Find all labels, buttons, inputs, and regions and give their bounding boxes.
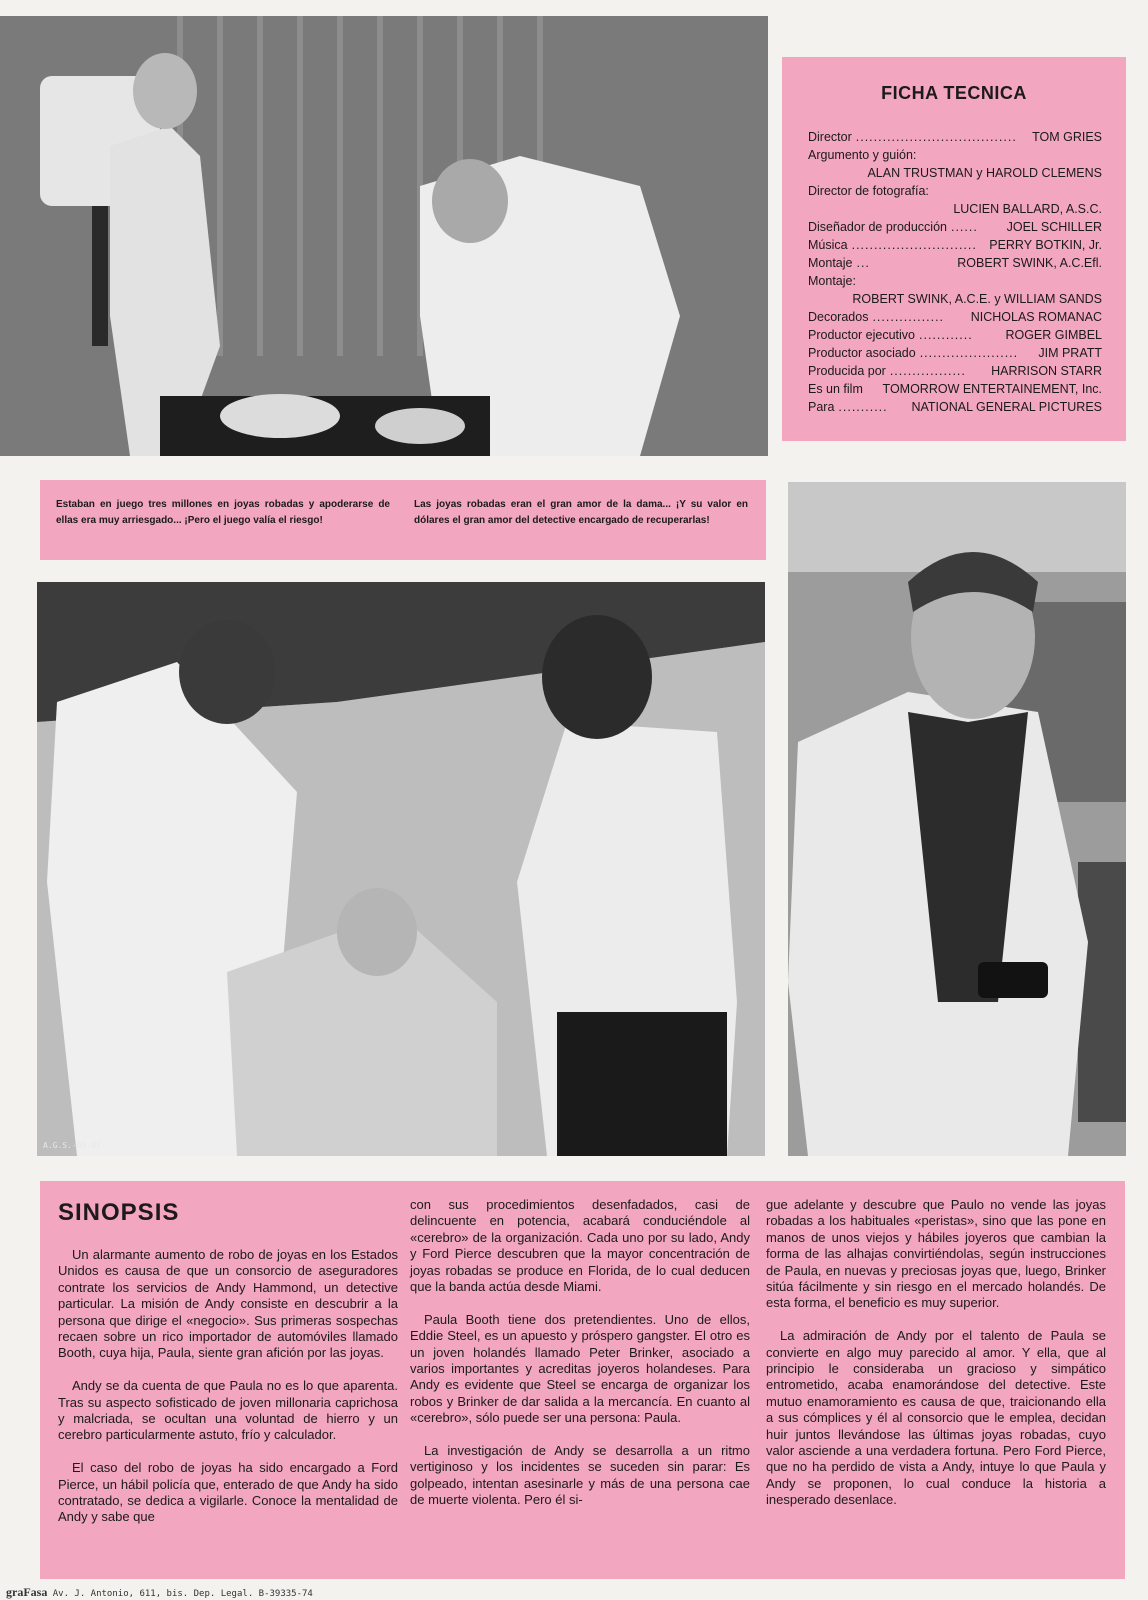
technical-sheet-label: Director de fotografía: (808, 184, 929, 198)
technical-sheet-row (808, 398, 1102, 416)
technical-sheet-label: Para (808, 400, 835, 414)
printer-legal-text: Av. J. Antonio, 611, bis. Dep. Legal. B-39335-74 (52, 1589, 313, 1599)
photo-confrontation-with-gun (0, 16, 768, 456)
caption-left: Estaban en juego tres millones en joyas robadas y apoderarse de ellas era muy arriesgado... ¡Pero el juego valía el riesgo! (56, 499, 390, 526)
technical-sheet-label: Productor asociado (808, 346, 916, 360)
leader-dots (863, 380, 883, 398)
technical-sheet-label: Decorados (808, 310, 869, 324)
photo-marking: A.G.S.-09-07 (43, 1141, 101, 1150)
technical-sheet-label: Música (808, 238, 848, 252)
technical-sheet-row (808, 128, 1102, 146)
technical-sheet-row (808, 344, 1102, 362)
synopsis-paragraph: con sus procedimientos desenfadados, casi de delincuente en potencia, acabará conduciéndole al «cerebro» de la organización. Cada uno por su lado, Andy y Ford Pierce descubren que la mayor concentración de joyas robadas se produce en Florida, de lo cual deducen que la banda actúa desde Miami. (410, 1197, 750, 1295)
synopsis-column-2 (410, 1197, 750, 1525)
technical-sheet-row (808, 164, 1102, 182)
technical-sheet-value: TOM GRIES (1032, 130, 1102, 144)
technical-sheet-label: Director (808, 130, 852, 144)
technical-sheet-label: Diseñador de producción (808, 220, 947, 234)
technical-sheet-row (808, 380, 1102, 398)
leader-dots: ............................ (851, 238, 977, 252)
synopsis-paragraph: gue adelante y descubre que Paulo no vende las joyas robadas a los habituales «peristas», sino que las pone en manos de unos viejos y hábiles joyeros que cambian la forma de las alhajas convirtiéndolas, según instrucciones de Paula, en nuevas y preciosas joyas que, luego, Brinker sitúa fácilmente y sin riesgo en el mercado holandés. De esta forma, el beneficio es muy superior. (766, 1197, 1106, 1311)
leader-dots (929, 182, 1102, 200)
leader-dots: ...... (950, 220, 978, 234)
technical-sheet-label: Montaje (808, 256, 853, 270)
technical-sheet-label: Montaje: (808, 274, 856, 288)
technical-sheet-title: FICHA TECNICA (881, 83, 1027, 103)
leader-dots (916, 146, 1102, 164)
technical-sheet-value: TOMORROW ENTERTAINEMENT, Inc. (882, 382, 1102, 396)
leader-dots: ............ (919, 328, 973, 342)
technical-sheet-value: NATIONAL GENERAL PICTURES (911, 400, 1102, 414)
technical-sheet-value: JIM PRATT (1038, 346, 1102, 360)
technical-sheet-row (808, 326, 1102, 344)
synopsis-box (40, 1181, 1125, 1579)
synopsis-paragraph: El caso del robo de joyas ha sido encargado a Ford Pierce, un hábil policía que, enterado de que Andy ha sido contratado, se dedica a vigilarle. Conoce la mentalidad de Andy y sabe que (58, 1460, 398, 1525)
technical-sheet-row (808, 146, 1102, 164)
technical-sheet-value: PERRY BOTKIN, Jr. (989, 238, 1102, 252)
technical-sheet-value: HARRISON STARR (991, 364, 1102, 378)
printer-logo: graFasa (6, 1585, 48, 1599)
technical-sheet-row (808, 200, 1102, 218)
technical-sheet-row (808, 182, 1102, 200)
technical-sheet-value: NICHOLAS ROMANAC (970, 310, 1102, 324)
photo-detective-portrait (788, 482, 1126, 1156)
technical-sheet-value: ROBERT SWINK, A.C.Efl. (957, 256, 1102, 270)
technical-sheet-row (808, 218, 1102, 236)
technical-sheet-row (808, 272, 1102, 290)
technical-sheet-label: Productor ejecutivo (808, 328, 916, 342)
synopsis-paragraph: Paula Booth tiene dos pretendientes. Uno de ellos, Eddie Steel, es un apuesto y próspero gangster. El otro es un joven holandés llamado Peter Brinker, asociado a varios importantes y acreditas joyeros holandeses. Para Andy es evidente que Steel se encarga de organizar los robos y Brinker de dar salida a la mercancía. En cuanto al «cerebro», sólo puede ser una persona: Paula. (410, 1311, 750, 1426)
photo-fight-scene (37, 582, 765, 1156)
captions-box (40, 480, 766, 560)
technical-sheet-row (808, 308, 1102, 326)
caption-right: Las joyas robadas eran el gran amor de la dama... ¡Y su valor en dólares el gran amor del detective encargado de recuperarlas! (414, 499, 748, 526)
technical-sheet-row (808, 236, 1102, 254)
technical-sheet-row (808, 254, 1102, 272)
technical-sheet-value: ROGER GIMBEL (1005, 328, 1102, 342)
synopsis-title: SINOPSIS (58, 1199, 180, 1226)
leader-dots: ................ (872, 310, 945, 324)
leader-dots: .................................... (855, 130, 1017, 144)
synopsis-paragraph: La investigación de Andy se desarrolla a un ritmo vertiginoso y los incidentes se suceden sin parar: Es golpeado, intentan asesinarle y más de una persona cae de muerte violenta. Pero él si- (410, 1443, 750, 1508)
technical-sheet-row (808, 290, 1102, 308)
technical-sheet-label: Es un film (808, 382, 863, 396)
synopsis-paragraph: Un alarmante aumento de robo de joyas en los Estados Unidos es causa de que un consorcio de aseguradores contrate los servicios de Andy Hammond, un detective particular. La misión de Andy consiste en descubrir a la persona que dirige el «negocio». Sus primeras sospechas recaen sobre un rico importador de automóviles llamado Booth, cuya hija, Paula, siente gran afición por las joyas. (58, 1247, 398, 1361)
technical-sheet-label: Producida por (808, 364, 886, 378)
synopsis-paragraph: Andy se da cuenta de que Paula no es lo que aparenta. Tras su aspecto sofisticado de joven millonaria caprichosa y malcriada, se ocultan una voluntad de hierro y un cerebro particularmente astuto, frío y calculador. (58, 1378, 398, 1443)
synopsis-column-1 (58, 1247, 398, 1542)
leader-dots: ... (856, 256, 870, 270)
technical-sheet-label: Argumento y guión: (808, 148, 917, 162)
printer-footer (6, 1585, 313, 1600)
technical-sheet-box (782, 57, 1126, 441)
leader-dots (856, 272, 1102, 290)
leader-dots: ........... (838, 400, 888, 414)
technical-sheet-row (808, 362, 1102, 380)
synopsis-paragraph: La admiración de Andy por el talento de Paula se convierte en algo muy parecido al amor. Y ella, que al principio le consideraba un gracioso y simpático entrometido, acaba enamorándose del detective. Este mutuo enamoramiento es causa de que, traicionando ella a sus cómplices y él al consorcio que le emplea, decidan huir juntos llevándose las últimas joyas robadas, cuyo valor asciende a una verdadera fortuna. Pero Ford Pierce, que no ha perdido de vista a Andy, intuye lo que Paula y Andy se proponen, lo cual conduce la historia a inesperado desenlace. (766, 1328, 1106, 1508)
technical-sheet-value: LUCIEN BALLARD, A.S.C. (953, 202, 1102, 216)
technical-sheet-value: JOEL SCHILLER (1006, 220, 1102, 234)
technical-sheet-value: ALAN TRUSTMAN y HAROLD CLEMENS (867, 166, 1102, 180)
leader-dots: ................. (889, 364, 966, 378)
synopsis-column-3 (766, 1197, 1106, 1525)
leader-dots: ...................... (919, 346, 1019, 360)
technical-sheet-value: ROBERT SWINK, A.C.E. y WILLIAM SANDS (852, 292, 1102, 306)
